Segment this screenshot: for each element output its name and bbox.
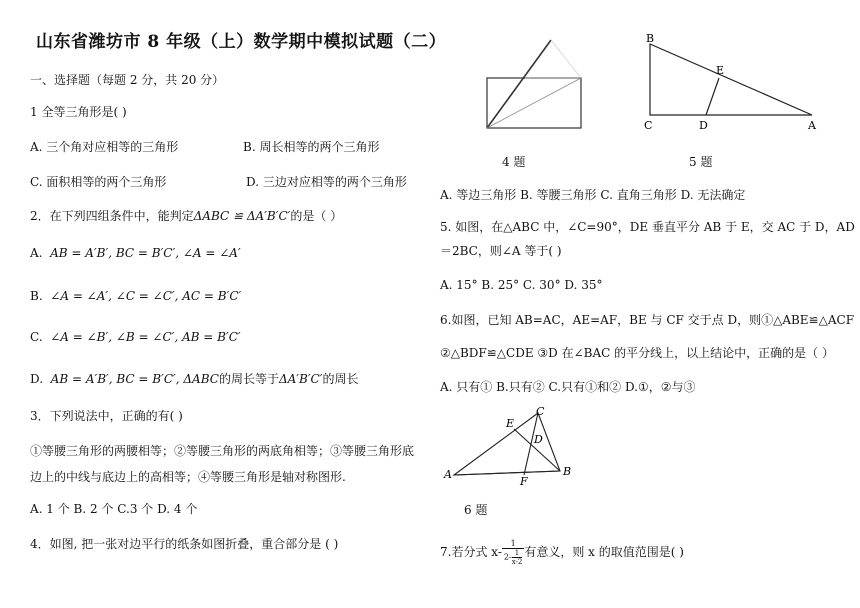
- vertex-d-label: D: [699, 119, 708, 132]
- q5-line1: 5. 如图，在△ABC 中，∠C=90°，DE 垂直平分 AB 于 E，交 AC 于 D，AD: [440, 220, 855, 234]
- vertex-e-label: E: [716, 64, 725, 77]
- q2-stem-pre: 2．在下列四组条件中，能判定: [30, 209, 194, 223]
- page-title: 山东省潍坊市 8 年级（上）数学期中模拟试题（二）: [36, 32, 447, 52]
- q7-inner-fraction: [512, 549, 523, 566]
- q5-line2: ＝2BC，则∠A 等于( ): [440, 244, 562, 258]
- figure-5-right-triangle: [644, 32, 844, 132]
- vertex-c-label: C: [644, 119, 653, 132]
- vertex-c-label: C: [536, 405, 545, 418]
- folded-part-edge: [487, 78, 581, 128]
- fold-line: [487, 40, 551, 128]
- q7-post: 有意义，则 x 的取值范围是( ): [524, 545, 684, 559]
- q1-option-d: D. 三边对应相等的两个三角形: [246, 175, 407, 189]
- folded-part-top: [551, 40, 581, 78]
- q2-option-d: [30, 372, 358, 386]
- vertex-b-label: B: [646, 32, 655, 45]
- q1-option-b: B. 周长相等的两个三角形: [243, 140, 380, 154]
- q7-inner-lead: 2-: [503, 552, 512, 562]
- q2-stem-math: ΔABC ≌ ΔA′B′C′: [193, 209, 291, 223]
- q7-frac-num: 1: [502, 539, 524, 549]
- q7-fraction: [502, 539, 524, 566]
- q2-stem-post: 的是（ ）: [290, 209, 343, 223]
- q2-b-math: ∠A = ∠A′, ∠C = ∠C′, AC = B′C′: [50, 289, 242, 303]
- q4-stem: 4．如图, 把一张对边平行的纸条如图折叠，重合部分是 ( ): [30, 537, 339, 551]
- q7-pre: 7.若分式 x-: [440, 545, 502, 559]
- q2-b-label: B.: [30, 289, 43, 303]
- q4-options: A. 等边三角形 B. 等腰三角形 C. 直角三角形 D. 无法确定: [440, 188, 746, 202]
- vertex-f-label: F: [520, 475, 528, 488]
- q5-options: A. 15° B. 25° C. 30° D. 35°: [440, 278, 603, 292]
- q2-d-math2: ΔA′B′C′: [278, 372, 323, 386]
- vertex-b-label: B: [563, 465, 572, 478]
- triangle-abc: [650, 44, 812, 115]
- q7-inner-den: x-2: [511, 558, 523, 566]
- vertex-e-label: E: [506, 417, 515, 430]
- q2-d-math: AB = A′B′, BC = B′C′, ΔABC: [50, 372, 219, 386]
- q2-c-label: C.: [30, 330, 43, 344]
- q7-inner-num: 1: [512, 549, 523, 558]
- q2-stem: [30, 209, 342, 223]
- q2-a-label: A.: [30, 246, 43, 260]
- figure-4-folded-strip: [485, 40, 595, 140]
- q2-option-a: [30, 246, 241, 260]
- q2-d-post: 的周长: [322, 372, 359, 386]
- figure-5-label: 5 题: [689, 155, 713, 169]
- figure-6-triangle: [442, 405, 582, 488]
- figure-6-label: 6 题: [464, 503, 488, 517]
- q2-option-b: [30, 289, 241, 303]
- section-heading: 一、选择题（每题 2 分，共 20 分）: [30, 73, 225, 87]
- q2-d-mid: 的周长等于: [218, 372, 279, 386]
- q1-stem: 1 全等三角形是( ): [30, 105, 127, 119]
- segment-de: [706, 78, 719, 115]
- q7-frac-den: [502, 549, 524, 566]
- q2-c-math: ∠A = ∠B′, ∠B = ∠C′, AB = B′C′: [50, 330, 241, 344]
- q6-options: A. 只有① B.只有② C.只有①和② D.①，②与③: [440, 380, 696, 394]
- q3-line2: 边上的中线与底边上的高相等；④等腰三角形是轴对称图形.: [30, 470, 346, 484]
- figure-4-label: 4 题: [502, 155, 526, 169]
- vertex-d-label: D: [534, 433, 543, 446]
- q2-d-label: D.: [30, 372, 44, 386]
- q6-line1: 6.如图，已知 AB=AC，AE=AF，BE 与 CF 交于点 D，则①△ABE≌△ACF: [440, 313, 855, 327]
- q3-options: A. 1 个 B. 2 个 C.3 个 D. 4 个: [30, 502, 198, 516]
- q3-stem: 3．下列说法中，正确的有( ): [30, 409, 183, 423]
- vertex-a-label: A: [444, 468, 452, 481]
- q7-stem: [440, 532, 684, 572]
- q2-a-math: AB = A′B′, BC = B′C′, ∠A = ∠A′: [50, 246, 241, 260]
- vertex-a-label: A: [808, 119, 816, 132]
- q3-line1: ①等腰三角形的两腰相等；②等腰三角形的两底角相等；③等腰三角形底: [30, 444, 415, 458]
- q2-option-c: [30, 330, 241, 344]
- q1-option-c: C. 面积相等的两个三角形: [30, 175, 167, 189]
- q1-option-a: A. 三个角对应相等的三角形: [30, 140, 179, 154]
- q6-line2: ②△BDF≌△CDE ③D 在∠BAC 的平分线上，以上结论中，正确的是（ ）: [440, 346, 834, 360]
- base-ab: [454, 471, 560, 475]
